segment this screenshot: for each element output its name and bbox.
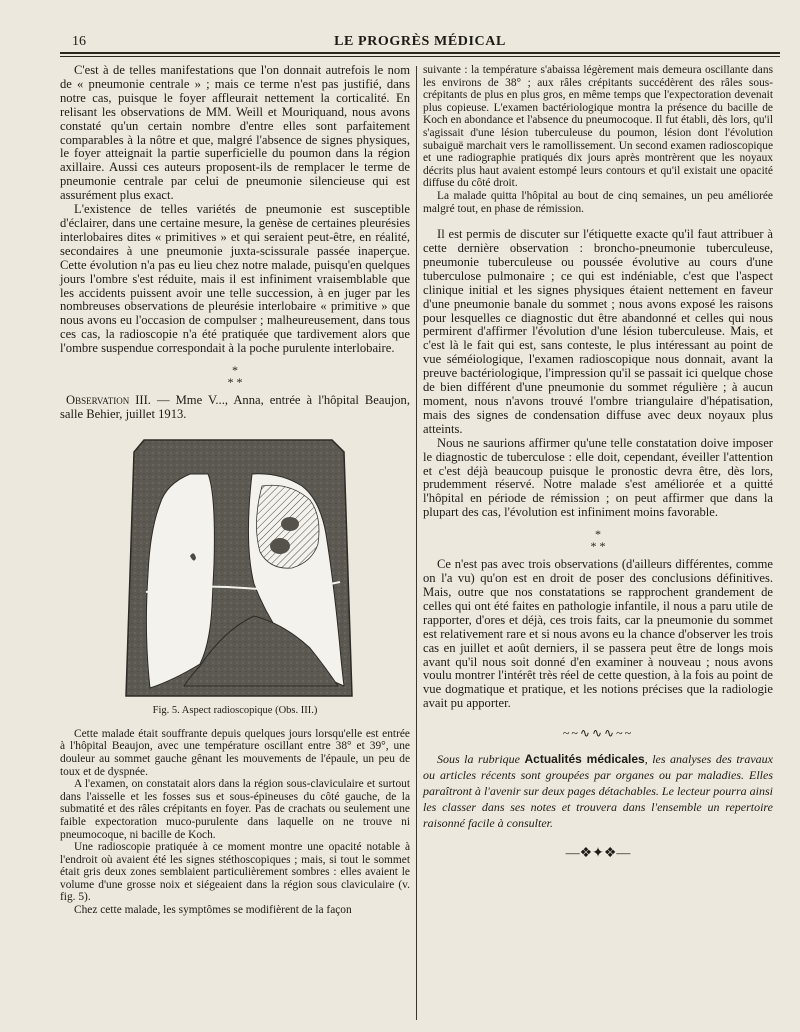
left-column [60, 64, 410, 917]
dark-nodule-upper [281, 517, 299, 531]
journal-title: LE PROGRÈS MÉDICAL [334, 34, 506, 49]
chest-xray-illustration [104, 434, 372, 700]
right-column [423, 64, 773, 861]
paragraph: La malade quitta l'hôpital au bout de cinq semaines, un peu améliorée malgré tout, en phase de rémission. [423, 189, 773, 215]
paragraph: L'existence de telles variétés de pneumonie est susceptible d'éclairer, dans une certaine mesure, la genèse de certaines pleurésies interlobaires dites « primitives » et qui seraient peut-être, en réalité, secondaires à une pneumonie juxta-scissurale passée inaperçue. Cette évolution n'a pas eu lieu chez notre malade, puisqu'en quelques jours l'ombre s'est réduite, mais il est infiniment vraisemblable que les accidents puissent avoir une telle succession, à en juger par les nombreuses observations de pleurésie interlobaire « primitive » que nous avons eu l'occasion de compulser ; malheureusement, dans tous ces cas, la radioscopie n'a été pratiquée que tardivement alors que l'ombre suspendue correspondait à la poche purulente interlobaire. [60, 202, 410, 356]
paragraph: suivante : la température s'abaissa légèrement mais demeura oscillante dans les environs de 38° ; aux râles crépitants succédèrent des râles sous-crépitants de plus en plus gros, en même temps que l'expectoration devenait plus copieuse. L'examen bactériologique montra la présence du bacille de Koch en abondance et l'absence du pneumocoque. Il fut établi, dès lors, qu'il s'agissait d'une lésion tuberculeuse du poumon, lésion dont l'évolution subaiguë marchait vers le ramollissement. Un second examen radioscopique et une radiographie pratiqués dix jours après montrèrent que les noyaux décrits plus haut avaient estompé leurs contours et qu'il existait une opacité diffuse du côté droit. [423, 64, 773, 190]
paragraph: Il est permis de discuter sur l'étiquette exacte qu'il faut attribuer à cette dernière observation : broncho-pneumonie tuberculeuse, pneumonie tuberculeuse ou poussée évolutive au cours d'une tuberculose pulmonaire ; ce qui est indéniable, c'est que l'aspect clinique initial et les signes physiques étaient nettement en faveur d'une pneumonie banale du sommet ; nous avons exposé les raisons pour lesquelles ce diagnostic dut être abandonné et celles qui nous permirent d'affirmer l'évolution d'une lésion tuberculeuse. Mais, et c'est là le fait qui est, sans conteste, le plus intéressant au point de vue séméiologique, l'examen radioscopique nous donnait, avant la preuve bactériologique, l'impression qu'il se passait ici quelque chose de bien différent d'une pneumonie du sommet régulière ; à aucun moment, nous n'avons trouvé l'ombre triangulaire d'hépatisation, mais des signes de condensation diffuse avec deux noyaux plus atteints. [423, 227, 773, 436]
paragraph: Ce n'est pas avec trois observations (d'ailleurs différentes, comme on l'a vu) qu'on est en droit de poser des conclusions définitives. Mais, outre que nos constatations se rapprochent grandement de celles qui ont été faites en pathologie infantile, il nous a paru utile de rapporter, d'ores et déjà, ces trois faits, car la pneumonie du sommet est relativement rare et si nous avons eu la chance d'observer les trois cas en juillet et août derniers, il se passera peut être de longs mois avant qu'il nous soit donné d'en examiner à nouveau ; nous avons voulu montrer l'intérêt très réel de cette question, à la fois au point de vue dogmatique et pratique, et les notions précises que la radiologie avait pu apporter. [423, 557, 773, 711]
dark-nodule-lower [270, 538, 290, 554]
fleuron-ornament: —❖✦❖— [565, 846, 631, 862]
page-number: 16 [72, 34, 86, 49]
figure-caption: Fig. 5. Aspect radioscopique (Obs. III.) [152, 704, 318, 716]
header-rule-thin [60, 56, 780, 57]
small-print-block [423, 64, 773, 215]
observation-text: — Mme V..., Anna, entrée à l'hôpital Beaujon, salle Behier, juillet 1913. [60, 393, 410, 421]
small-print-block [60, 728, 410, 917]
header-rule-thick [60, 52, 780, 54]
paragraph: Chez cette malade, les symptômes se modifièrent de la façon [74, 904, 352, 917]
observation-heading [60, 394, 410, 422]
paragraph: C'est à de telles manifestations que l'on donnait autrefois le nom de « pneumonie centrale » ; mais ce terme n'est pas justifié, dans notre cas, puisque le foyer affleurait nettement la corticalité. En relisant les observations de MM. Weill et Mouriquand, nous avons constaté qu'un certain nombre d'entre elles sont parfaitement comparables à la nôtre et que, malgré l'absence de signes physiques, le foyer atteignait la partie superficielle du poumon dans la région axillaire. Aussi ces auteurs proposent-ils de remplacer le terme de pneumonie centrale par celui de pneumonie silencieuse qui est assurément plus exact. [60, 63, 410, 203]
column-divider [416, 66, 417, 1020]
rubrique-note: Sous la rubrique Actualités médicales, les analyses des travaux ou articles récents sont groupées par organes ou par maladies. Elles paraîtront à l'avenir sur deux pages détachables. Le lecteur pourra ainsi les classer dans ses notes et trouvera dans l'ensemble un repertoire raisonné facile à consulter. [423, 752, 773, 831]
asterism: * * * [227, 363, 243, 390]
paragraph: Une radioscopie pratiquée à ce moment montre une opacité notable à l'endroit où avaient été les signes stéthoscopiques ; mais, si tout le sommet était gris deux zones semblaient particulièrement sombres : elles avaient le volume d'une grosse noix et siégeaient dans la région sous claviculaire (v. fig. 5). [60, 841, 410, 904]
wave-ornament: ~~∿∿∿~~ [562, 726, 634, 741]
paragraph: A l'examen, on constatait alors dans la région sous-claviculaire et surtout dans l'aisselle et les fosses sus et sous-épineuses du côté gauche, de la submatité et des râles crépitants en foyer. Pas de crachats ou seulement une faible expectoration muco-purulente dans laquelle on ne trouve ni pneumocoque, ni bacille de Koch. [60, 778, 410, 841]
page-header [60, 28, 780, 54]
observation-label: Observation III. [66, 393, 151, 408]
paragraph: Nous ne saurions affirmer qu'une telle constatation doive imposer le diagnostic de tuberculose : elle doit, cependant, éveiller l'attention et c'est déjà beaucoup puisque le pronostic devra être, dès lors, prudemment réservé. Notre malade s'est améliorée et a quitté l'hôpital en période de rémission ; on peut affirmer que dans la plupart des cas, l'évolution est infiniment moins favorable. [423, 435, 773, 520]
rubrique-title: Actualités médicales [524, 752, 645, 767]
paragraph: Cette malade était souffrante depuis quelques jours lorsqu'elle est entrée à l'hôpital Beaujon, avec une température oscillant entre 38° et 39°, une douleur au sommet gauche gênant les mouvements de l'épaule, un peu de toux et de dyspnée. [60, 727, 410, 778]
radioscopy-figure [104, 434, 372, 700]
asterism: * * * [590, 527, 606, 554]
